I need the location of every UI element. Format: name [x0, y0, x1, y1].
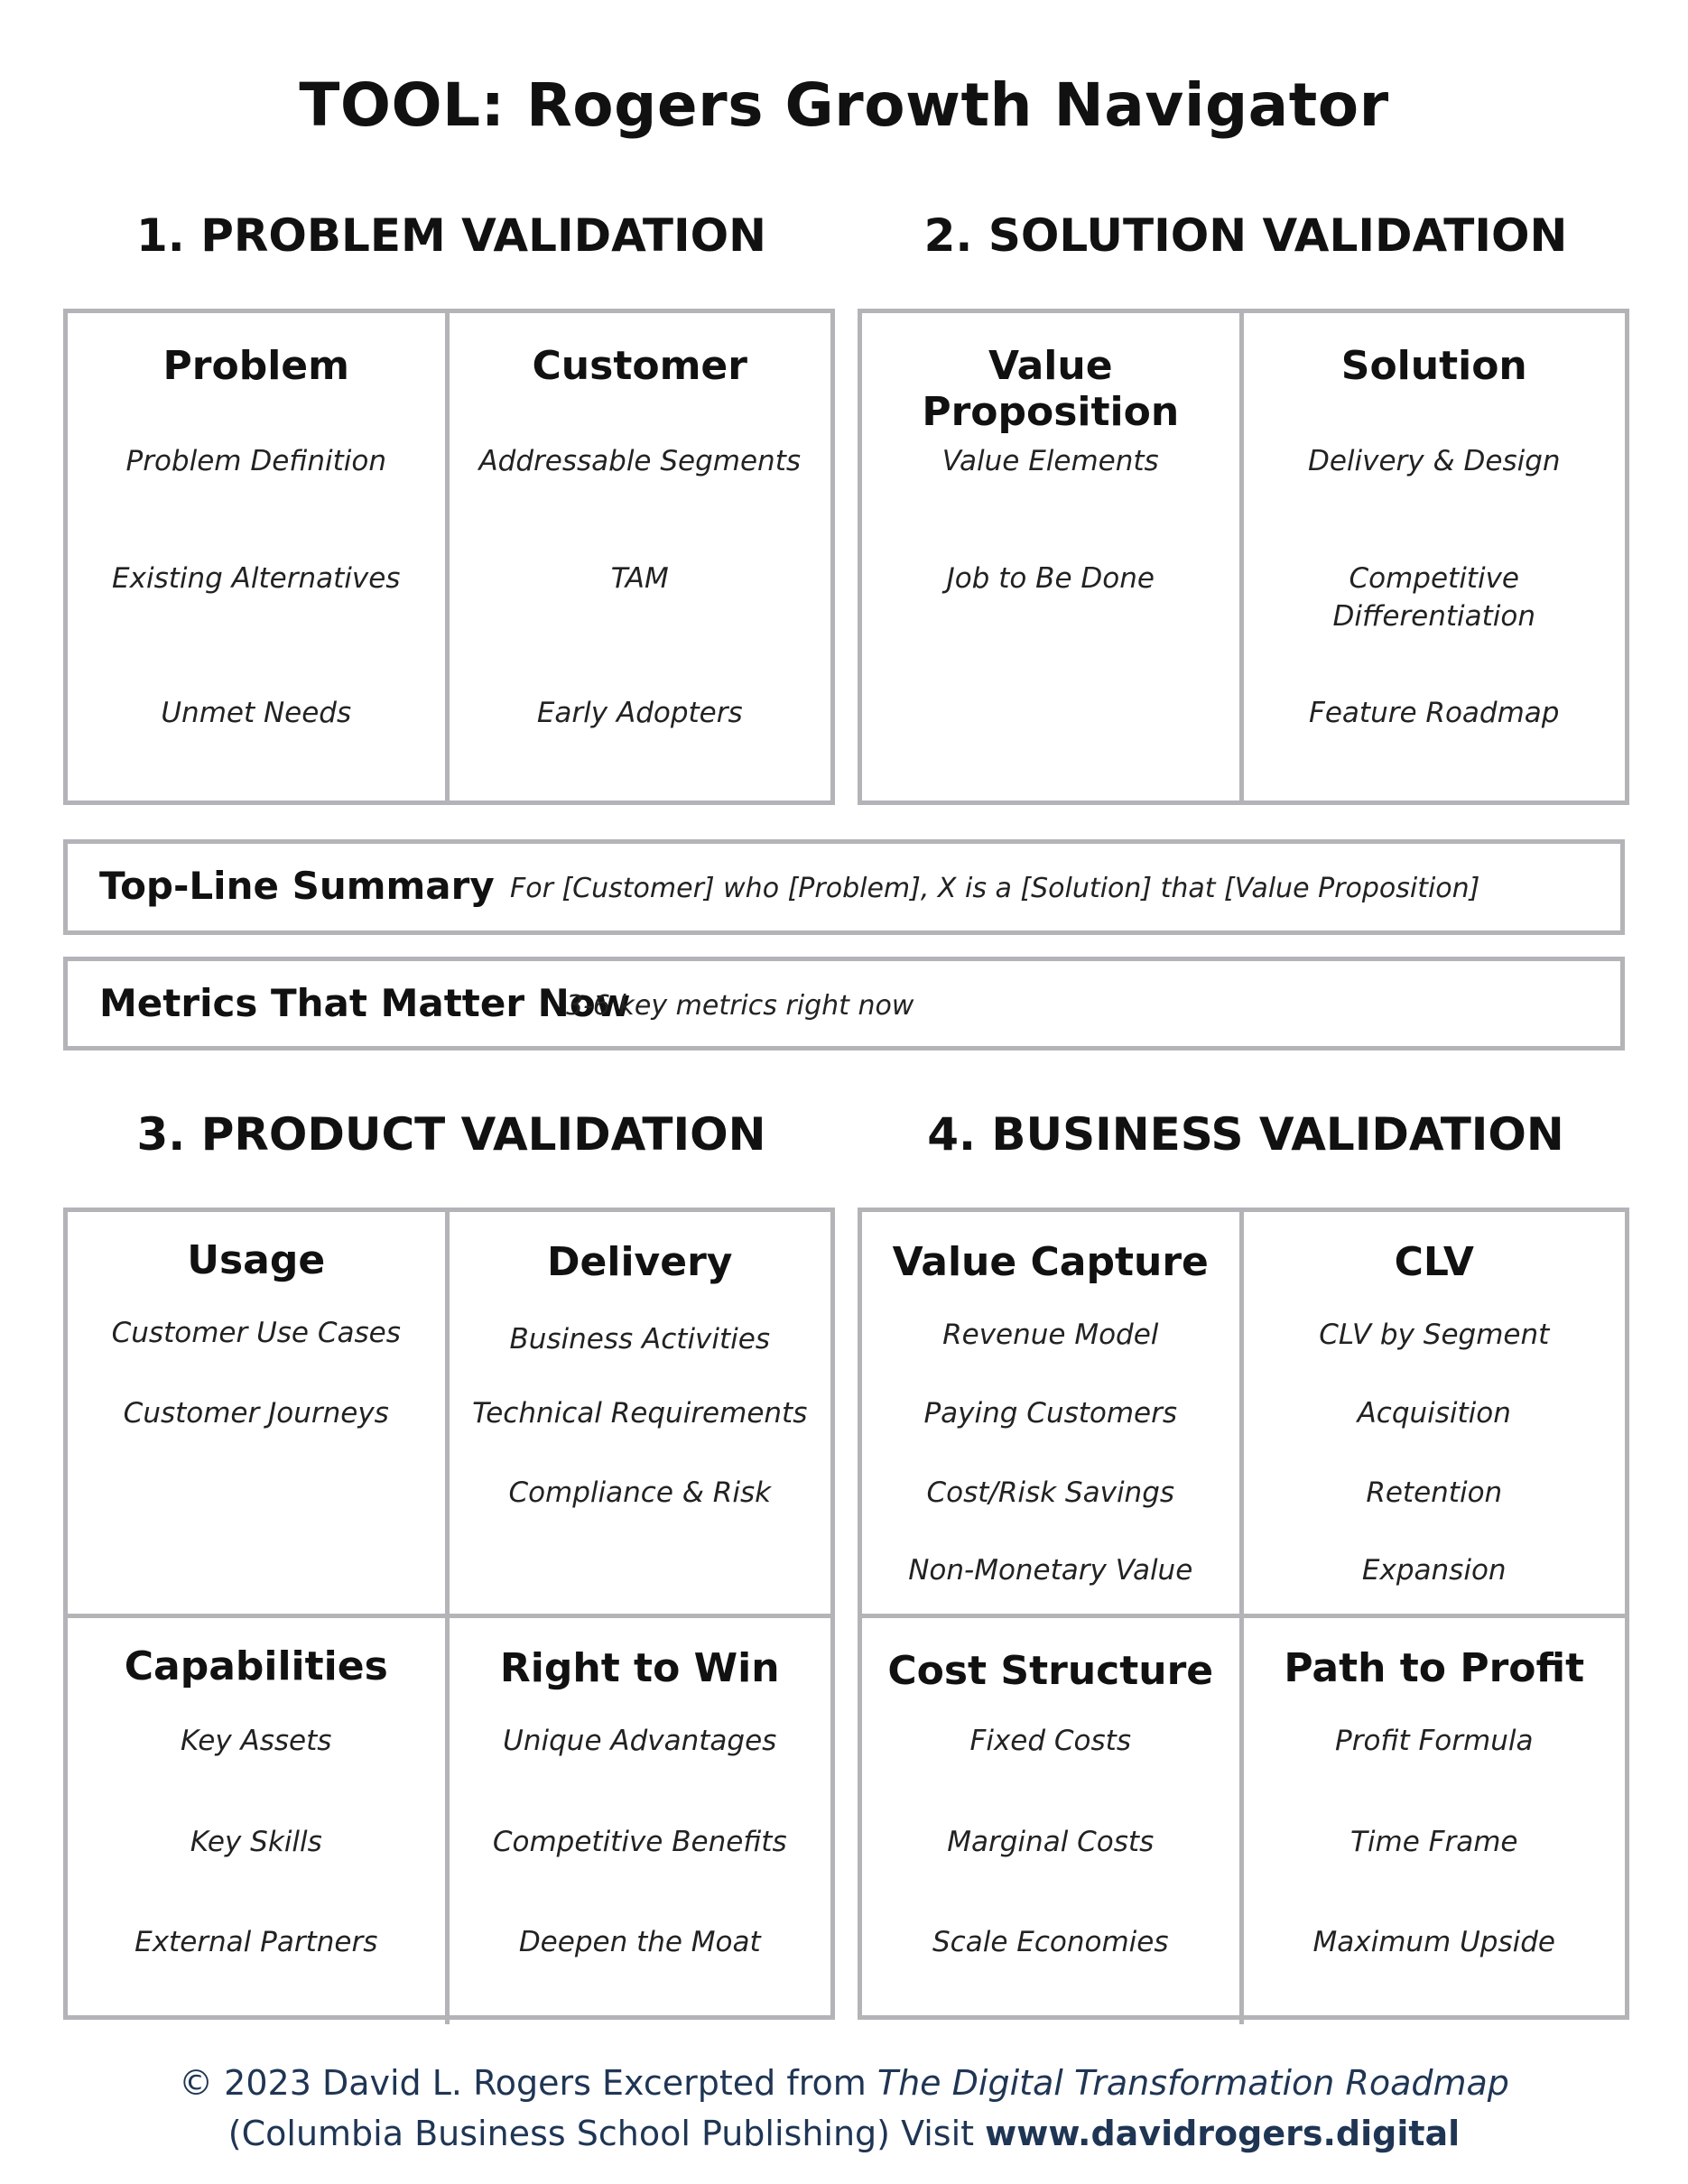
- section-heading-solution-validation: 2. SOLUTION VALIDATION: [923, 209, 1568, 262]
- right-to-win-item: Competitive Benefits: [492, 1826, 787, 1858]
- value-capture-item: Revenue Model: [942, 1319, 1159, 1351]
- footer-book-title: The Digital Transformation Roadmap: [876, 2063, 1509, 2103]
- cost-structure-item: Fixed Costs: [969, 1725, 1131, 1757]
- path-to-profit-cell: [1244, 1618, 1626, 2024]
- right-to-win-item: Unique Advantages: [503, 1725, 777, 1757]
- customer-heading: Customer: [532, 343, 747, 389]
- usage-heading: Usage: [187, 1237, 326, 1283]
- product-validation-grid: [63, 1208, 835, 2020]
- value-proposition-cell: [862, 313, 1244, 800]
- copyright-footer: [0, 2058, 1688, 2159]
- top-line-summary-bar: [63, 839, 1625, 935]
- cost-structure-item: Marginal Costs: [947, 1826, 1155, 1858]
- value-capture-heading: Value Capture: [892, 1239, 1209, 1285]
- cost-structure-cell: [862, 1618, 1244, 2024]
- top-line-summary-text: For [Customer] who [Problem], X is a [Solution] that [Value Proposition]: [510, 873, 1480, 904]
- metrics-bar: [63, 957, 1625, 1050]
- top-line-summary-label: Top-Line Summary: [99, 864, 495, 908]
- section-heading-business-validation: 4. BUSINESS VALIDATION: [927, 1108, 1564, 1161]
- problem-validation-grid: [63, 309, 835, 805]
- clv-item: Retention: [1366, 1476, 1503, 1509]
- clv-item: Expansion: [1361, 1554, 1507, 1587]
- page-title: TOOL: Rogers Growth Navigator: [299, 70, 1389, 140]
- right-to-win-cell: [450, 1618, 831, 2024]
- delivery-heading: Delivery: [547, 1239, 733, 1285]
- problem-cell: [68, 313, 450, 800]
- capabilities-item: Key Skills: [190, 1826, 322, 1858]
- usage-item: Customer Journeys: [123, 1397, 389, 1430]
- clv-item: Acquisition: [1357, 1397, 1511, 1430]
- solution-item: Feature Roadmap: [1309, 697, 1560, 729]
- value-proposition-item: Value Elements: [941, 445, 1159, 477]
- value-proposition-heading: Value Proposition: [922, 343, 1180, 435]
- solution-cell: [1244, 313, 1626, 800]
- solution-validation-grid: [858, 309, 1629, 805]
- metrics-text: 3-6 key metrics right now: [566, 990, 914, 1022]
- path-to-profit-item: Time Frame: [1349, 1826, 1518, 1858]
- value-capture-item: Paying Customers: [923, 1397, 1178, 1430]
- path-to-profit-heading: Path to Profit: [1284, 1645, 1585, 1691]
- value-capture-item: Non-Monetary Value: [908, 1554, 1193, 1587]
- clv-heading: CLV: [1394, 1239, 1474, 1285]
- footer-publisher-text: (Columbia Business School Publishing) Visit: [227, 2114, 986, 2153]
- cost-structure-item: Scale Economies: [932, 1926, 1169, 1958]
- delivery-item: Technical Requirements: [472, 1397, 808, 1430]
- clv-item: CLV by Segment: [1319, 1319, 1550, 1351]
- path-to-profit-item: Profit Formula: [1335, 1725, 1534, 1757]
- customer-item: Early Adopters: [536, 697, 743, 729]
- capabilities-item: Key Assets: [181, 1725, 332, 1757]
- business-validation-grid: [858, 1208, 1629, 2020]
- customer-item: Addressable Segments: [478, 445, 802, 477]
- problem-item: Unmet Needs: [161, 697, 352, 729]
- delivery-item: Business Activities: [509, 1323, 771, 1356]
- value-capture-item: Cost/Risk Savings: [926, 1476, 1175, 1509]
- capabilities-item: External Partners: [134, 1926, 378, 1958]
- footer-website-link[interactable]: www.davidrogers.digital: [985, 2114, 1461, 2153]
- usage-item: Customer Use Cases: [111, 1317, 401, 1349]
- right-to-win-item: Deepen the Moat: [518, 1926, 761, 1958]
- customer-cell: [450, 313, 831, 800]
- value-proposition-item: Job to Be Done: [946, 562, 1155, 595]
- solution-heading: Solution: [1340, 343, 1527, 389]
- problem-item: Problem Definition: [125, 445, 386, 477]
- section-heading-product-validation: 3. PRODUCT VALIDATION: [136, 1108, 766, 1161]
- path-to-profit-item: Maximum Upside: [1312, 1926, 1555, 1958]
- footer-copyright-text: © 2023 David L. Rogers Excerpted from: [179, 2063, 877, 2103]
- problem-heading: Problem: [162, 343, 349, 389]
- cost-structure-heading: Cost Structure: [887, 1648, 1214, 1694]
- section-heading-problem-validation: 1. PROBLEM VALIDATION: [136, 209, 766, 262]
- problem-item: Existing Alternatives: [112, 562, 401, 595]
- metrics-label: Metrics That Matter Now: [99, 981, 631, 1025]
- solution-item: Competitive: [1349, 562, 1519, 595]
- customer-item: TAM: [610, 562, 669, 595]
- clv-cell: [1244, 1212, 1626, 1618]
- delivery-item: Compliance & Risk: [508, 1476, 772, 1509]
- usage-cell: [68, 1212, 450, 1618]
- right-to-win-heading: Right to Win: [499, 1645, 780, 1691]
- footer-line-1: [0, 2058, 1688, 2108]
- capabilities-cell: [68, 1618, 450, 2024]
- delivery-cell: [450, 1212, 831, 1618]
- footer-line-2: [0, 2108, 1688, 2159]
- capabilities-heading: Capabilities: [124, 1643, 388, 1689]
- solution-item: Delivery & Design: [1307, 445, 1561, 477]
- solution-item: Differentiation: [1332, 600, 1536, 633]
- value-capture-cell: [862, 1212, 1244, 1618]
